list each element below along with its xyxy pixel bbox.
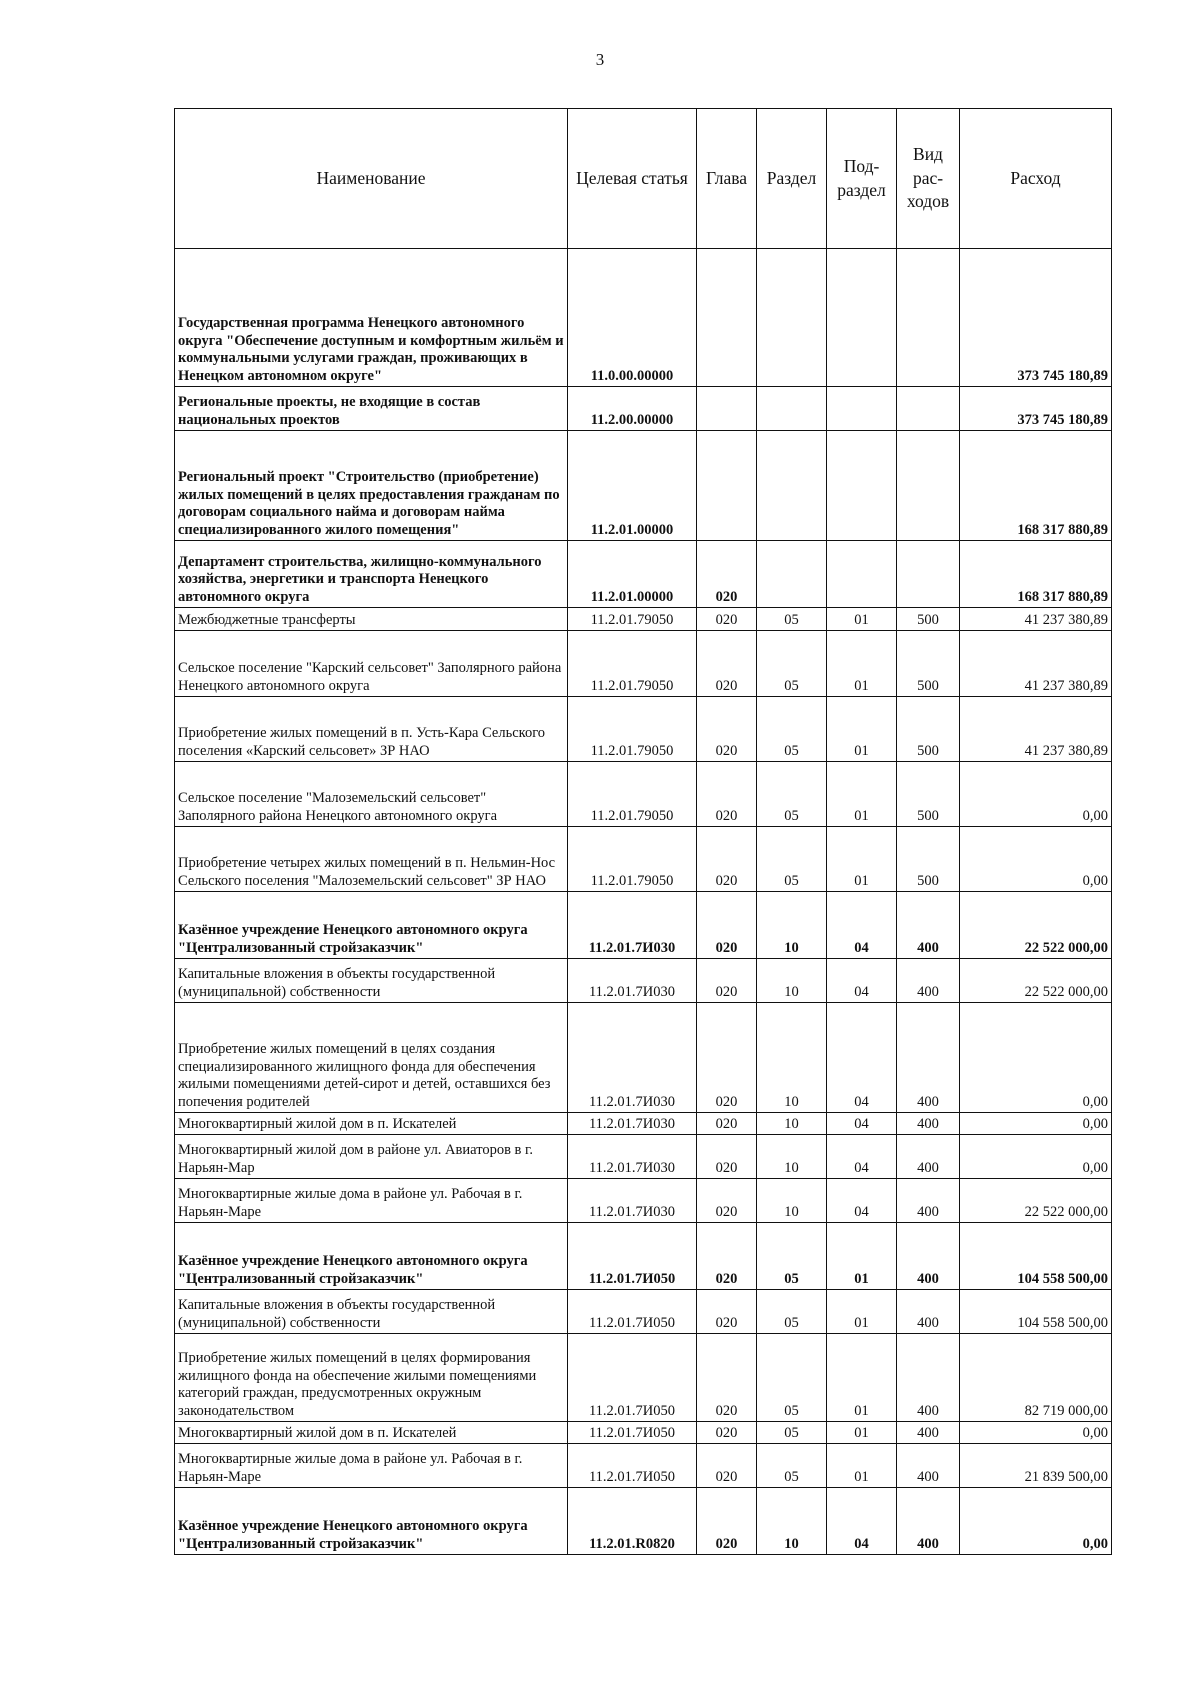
cell-amount: 41 237 380,89 (960, 608, 1112, 631)
cell-subsection: 01 (827, 1334, 897, 1422)
cell-expense-type: 400 (897, 1422, 960, 1444)
cell-subsection: 01 (827, 827, 897, 892)
cell-amount: 104 558 500,00 (960, 1290, 1112, 1334)
cell-expense-type: 400 (897, 1003, 960, 1113)
header-chapter: Глава (697, 109, 757, 249)
header-target: Целевая статья (568, 109, 697, 249)
cell-target: 11.2.01.79050 (568, 608, 697, 631)
cell-section: 10 (757, 959, 827, 1003)
cell-target: 11.2.01.79050 (568, 762, 697, 827)
cell-subsection: 01 (827, 631, 897, 697)
cell-expense-type: 500 (897, 608, 960, 631)
cell-target: 11.2.01.00000 (568, 431, 697, 541)
cell-name: Приобретение жилых помещений в п. Усть-Кара Сельского поселения «Карский сельсовет» ЗР НАО (175, 697, 568, 762)
cell-subsection (827, 431, 897, 541)
cell-target: 11.2.01.7И050 (568, 1223, 697, 1290)
cell-amount: 0,00 (960, 1003, 1112, 1113)
cell-section: 10 (757, 1113, 827, 1135)
cell-target: 11.2.00.00000 (568, 387, 697, 431)
cell-chapter: 020 (697, 1334, 757, 1422)
cell-expense-type: 500 (897, 762, 960, 827)
cell-chapter (697, 387, 757, 431)
header-amount: Расход (960, 109, 1112, 249)
cell-expense-type: 400 (897, 1488, 960, 1555)
cell-expense-type (897, 387, 960, 431)
cell-section: 10 (757, 1003, 827, 1113)
cell-chapter: 020 (697, 1422, 757, 1444)
cell-chapter: 020 (697, 1135, 757, 1179)
cell-section (757, 431, 827, 541)
cell-target: 11.0.00.00000 (568, 249, 697, 387)
table-row (175, 1290, 1112, 1334)
cell-subsection (827, 387, 897, 431)
cell-section (757, 249, 827, 387)
cell-subsection: 04 (827, 1003, 897, 1113)
cell-chapter: 020 (697, 697, 757, 762)
cell-chapter: 020 (697, 631, 757, 697)
table-row (175, 631, 1112, 697)
cell-name: Приобретение жилых помещений в целях создания специализированного жилищного фонда для обеспечения жилыми помещениями детей-сирот и детей, оставшихся без попечения родителей (175, 1003, 568, 1113)
cell-target: 11.2.01.7И030 (568, 1113, 697, 1135)
cell-chapter: 020 (697, 541, 757, 608)
cell-section: 05 (757, 1422, 827, 1444)
header-name: Наименование (175, 109, 568, 249)
cell-name: Многоквартирные жилые дома в районе ул. Рабочая в г. Нарьян-Маре (175, 1444, 568, 1488)
cell-subsection: 04 (827, 1113, 897, 1135)
table-row (175, 762, 1112, 827)
table-row (175, 608, 1112, 631)
cell-section: 05 (757, 697, 827, 762)
cell-amount: 0,00 (960, 1422, 1112, 1444)
cell-amount: 22 522 000,00 (960, 892, 1112, 959)
page-number: 3 (595, 50, 605, 69)
cell-chapter: 020 (697, 1179, 757, 1223)
cell-chapter: 020 (697, 1488, 757, 1555)
cell-target: 11.2.01.7И050 (568, 1422, 697, 1444)
cell-name: Межбюджетные трансферты (175, 608, 568, 631)
cell-expense-type (897, 431, 960, 541)
header-section: Раздел (757, 109, 827, 249)
cell-expense-type: 500 (897, 631, 960, 697)
cell-expense-type: 400 (897, 1290, 960, 1334)
cell-section: 10 (757, 1179, 827, 1223)
cell-name: Многоквартирный жилой дом в п. Искателей (175, 1422, 568, 1444)
cell-name: Многоквартирные жилые дома в районе ул. Рабочая в г. Нарьян-Маре (175, 1179, 568, 1223)
cell-target: 11.2.01.7И030 (568, 1179, 697, 1223)
table-row (175, 1135, 1112, 1179)
cell-name: Сельское поселение "Карский сельсовет" Заполярного района Ненецкого автономного округа (175, 631, 568, 697)
cell-target: 11.2.01.7И050 (568, 1444, 697, 1488)
cell-section: 05 (757, 1223, 827, 1290)
cell-name: Региональный проект "Строительство (приобретение) жилых помещений в целях предоставления гражданам по договорам социального найма и договорам найма специализированного жилого помещения" (175, 431, 568, 541)
cell-subsection: 04 (827, 1179, 897, 1223)
cell-amount: 0,00 (960, 1488, 1112, 1555)
cell-section: 10 (757, 892, 827, 959)
cell-expense-type: 500 (897, 697, 960, 762)
cell-chapter (697, 431, 757, 541)
cell-amount: 168 317 880,89 (960, 431, 1112, 541)
cell-chapter: 020 (697, 762, 757, 827)
cell-subsection: 01 (827, 1444, 897, 1488)
cell-chapter: 020 (697, 827, 757, 892)
cell-name: Приобретение четырех жилых помещений в п. Нельмин-Нос Сельского поселения "Малоземельский сельсовет" ЗР НАО (175, 827, 568, 892)
cell-amount: 21 839 500,00 (960, 1444, 1112, 1488)
cell-subsection: 01 (827, 1223, 897, 1290)
cell-chapter: 020 (697, 1003, 757, 1113)
cell-amount: 82 719 000,00 (960, 1334, 1112, 1422)
table-row (175, 1113, 1112, 1135)
cell-target: 11.2.01.R0820 (568, 1488, 697, 1555)
cell-amount: 168 317 880,89 (960, 541, 1112, 608)
header-expense-type: Вид рас-ходов (897, 109, 960, 249)
table-row (175, 959, 1112, 1003)
cell-name: Приобретение жилых помещений в целях формирования жилищного фонда на обеспечение жилыми помещениями категорий граждан, предусмотренных окружным законодательством (175, 1334, 568, 1422)
table-row (175, 1334, 1112, 1422)
cell-subsection: 04 (827, 959, 897, 1003)
cell-section: 05 (757, 608, 827, 631)
cell-expense-type: 400 (897, 1113, 960, 1135)
cell-name: Многоквартирный жилой дом в районе ул. Авиаторов в г. Нарьян-Мар (175, 1135, 568, 1179)
cell-subsection: 01 (827, 697, 897, 762)
table-row (175, 1488, 1112, 1555)
table-row (175, 1422, 1112, 1444)
cell-section: 10 (757, 1488, 827, 1555)
cell-target: 11.2.01.79050 (568, 827, 697, 892)
table-row (175, 1179, 1112, 1223)
cell-subsection: 04 (827, 892, 897, 959)
cell-target: 11.2.01.7И050 (568, 1334, 697, 1422)
cell-amount: 41 237 380,89 (960, 631, 1112, 697)
cell-amount: 373 745 180,89 (960, 387, 1112, 431)
cell-expense-type: 400 (897, 1444, 960, 1488)
cell-chapter: 020 (697, 1444, 757, 1488)
cell-name: Сельское поселение "Малоземельский сельсовет" Заполярного района Ненецкого автономного округа (175, 762, 568, 827)
table-row (175, 827, 1112, 892)
cell-amount: 373 745 180,89 (960, 249, 1112, 387)
table-row (175, 1223, 1112, 1290)
table-body (175, 249, 1112, 1555)
table-row (175, 1444, 1112, 1488)
cell-name: Казённое учреждение Ненецкого автономного округа "Централизованный стройзаказчик" (175, 892, 568, 959)
cell-chapter: 020 (697, 608, 757, 631)
cell-target: 11.2.01.7И050 (568, 1290, 697, 1334)
cell-name: Региональные проекты, не входящие в состав национальных проектов (175, 387, 568, 431)
cell-name: Капитальные вложения в объекты государственной (муниципальной) собственности (175, 1290, 568, 1334)
cell-chapter: 020 (697, 1113, 757, 1135)
cell-expense-type: 400 (897, 1334, 960, 1422)
cell-target: 11.2.01.79050 (568, 631, 697, 697)
table-row (175, 431, 1112, 541)
cell-target: 11.2.01.7И030 (568, 892, 697, 959)
cell-section: 10 (757, 1135, 827, 1179)
cell-target: 11.2.01.7И030 (568, 959, 697, 1003)
cell-name: Государственная программа Ненецкого автономного округа "Обеспечение доступным и комфортным жильём и коммунальными услугами граждан, проживающих в Ненецком автономном округе" (175, 249, 568, 387)
cell-name: Департамент строительства, жилищно-коммунального хозяйства, энергетики и транспорта Ненецкого автономного округа (175, 541, 568, 608)
cell-name: Капитальные вложения в объекты государственной (муниципальной) собственности (175, 959, 568, 1003)
cell-subsection: 01 (827, 1290, 897, 1334)
cell-amount: 104 558 500,00 (960, 1223, 1112, 1290)
cell-chapter: 020 (697, 892, 757, 959)
cell-subsection: 01 (827, 762, 897, 827)
cell-amount: 41 237 380,89 (960, 697, 1112, 762)
cell-target: 11.2.01.7И030 (568, 1003, 697, 1113)
cell-section: 05 (757, 827, 827, 892)
cell-subsection: 01 (827, 608, 897, 631)
cell-expense-type (897, 249, 960, 387)
budget-table (174, 108, 1112, 1555)
cell-subsection: 04 (827, 1135, 897, 1179)
cell-target: 11.2.01.79050 (568, 697, 697, 762)
table-row (175, 541, 1112, 608)
cell-section (757, 387, 827, 431)
cell-name: Казённое учреждение Ненецкого автономного округа "Централизованный стройзаказчик" (175, 1488, 568, 1555)
cell-amount: 0,00 (960, 1113, 1112, 1135)
cell-expense-type (897, 541, 960, 608)
cell-subsection (827, 249, 897, 387)
header-row (175, 109, 1112, 249)
cell-amount: 0,00 (960, 827, 1112, 892)
cell-name: Казённое учреждение Ненецкого автономного округа "Централизованный стройзаказчик" (175, 1223, 568, 1290)
cell-amount: 0,00 (960, 1135, 1112, 1179)
table-row (175, 249, 1112, 387)
cell-name: Многоквартирный жилой дом в п. Искателей (175, 1113, 568, 1135)
cell-target: 11.2.01.00000 (568, 541, 697, 608)
cell-expense-type: 400 (897, 959, 960, 1003)
cell-chapter: 020 (697, 959, 757, 1003)
cell-target: 11.2.01.7И030 (568, 1135, 697, 1179)
table-row (175, 892, 1112, 959)
table-row (175, 1003, 1112, 1113)
cell-expense-type: 400 (897, 1179, 960, 1223)
cell-expense-type: 400 (897, 1135, 960, 1179)
cell-section (757, 541, 827, 608)
table-row (175, 697, 1112, 762)
cell-subsection: 01 (827, 1422, 897, 1444)
cell-amount: 22 522 000,00 (960, 959, 1112, 1003)
cell-section: 05 (757, 1334, 827, 1422)
cell-subsection (827, 541, 897, 608)
cell-section: 05 (757, 1290, 827, 1334)
cell-chapter (697, 249, 757, 387)
cell-amount: 0,00 (960, 762, 1112, 827)
cell-chapter: 020 (697, 1223, 757, 1290)
cell-expense-type: 500 (897, 827, 960, 892)
cell-subsection: 04 (827, 1488, 897, 1555)
cell-section: 05 (757, 631, 827, 697)
cell-expense-type: 400 (897, 1223, 960, 1290)
cell-chapter: 020 (697, 1290, 757, 1334)
cell-section: 05 (757, 1444, 827, 1488)
cell-section: 05 (757, 762, 827, 827)
table-row (175, 387, 1112, 431)
cell-amount: 22 522 000,00 (960, 1179, 1112, 1223)
header-subsection: Под-раздел (827, 109, 897, 249)
cell-expense-type: 400 (897, 892, 960, 959)
